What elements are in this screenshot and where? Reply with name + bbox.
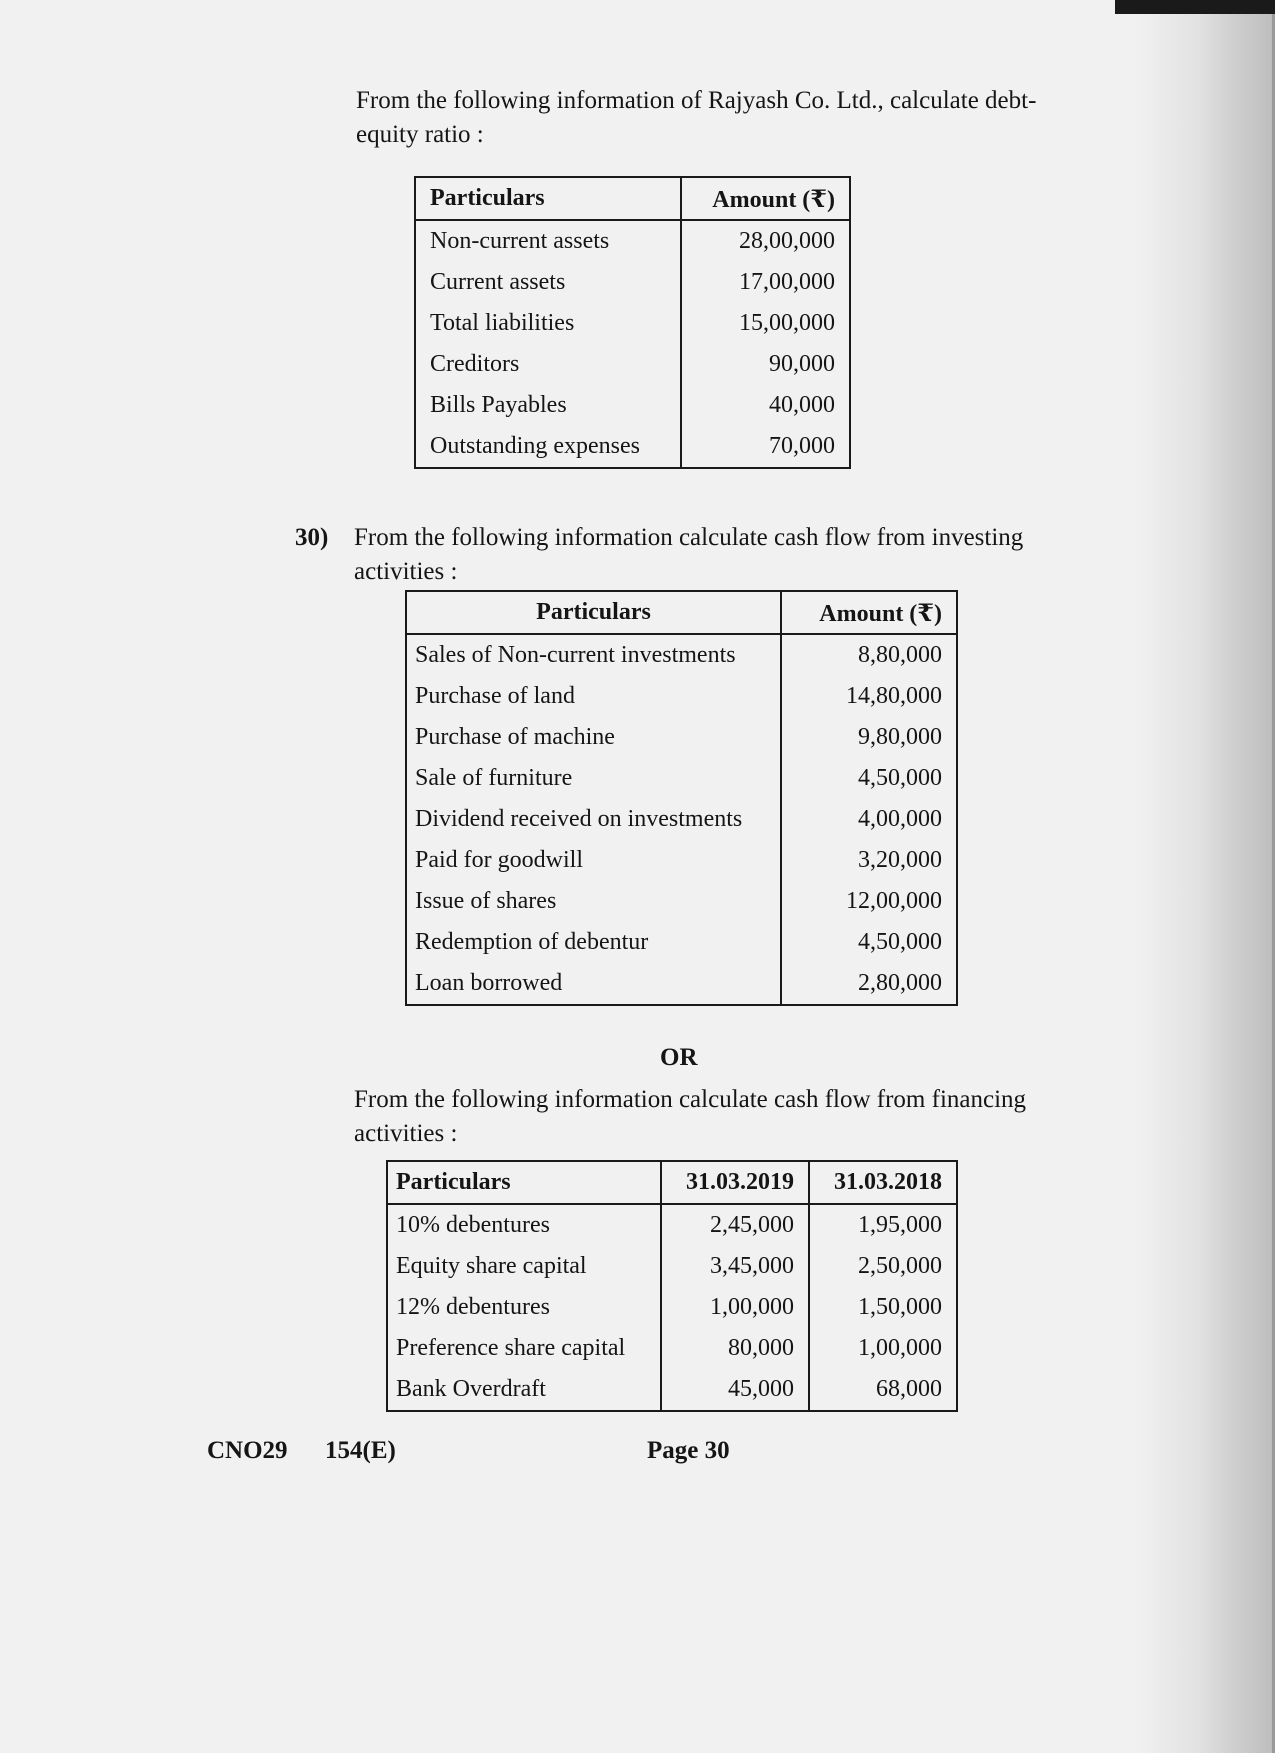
investing-table xyxy=(405,590,958,1006)
row-amount: 90,000 xyxy=(681,344,850,385)
row-amount: 3,20,000 xyxy=(781,840,957,881)
table-row xyxy=(406,840,957,881)
column-header: Amount (₹) xyxy=(681,177,850,220)
table-row xyxy=(387,1369,957,1411)
row-label: Loan borrowed xyxy=(415,970,563,996)
table-header-row xyxy=(406,591,957,634)
row-amount: 40,000 xyxy=(681,385,850,426)
row-amount: 17,00,000 xyxy=(681,262,850,303)
row-amount: 8,80,000 xyxy=(781,634,957,676)
column-header: Particulars xyxy=(387,1161,661,1204)
table-row xyxy=(415,426,850,468)
row-amount: 4,50,000 xyxy=(781,758,957,799)
row-label: Equity share capital xyxy=(396,1253,587,1279)
row-amount: 4,50,000 xyxy=(781,922,957,963)
row-amount-2018: 1,00,000 xyxy=(809,1328,957,1369)
row-amount-2019: 45,000 xyxy=(661,1369,809,1411)
row-label: Sale of furniture xyxy=(415,765,573,791)
investing-question-text: From the following information calculate cash flow from investing activities : xyxy=(354,524,1024,585)
table-row xyxy=(387,1328,957,1369)
table-row xyxy=(406,634,957,676)
row-amount-2018: 1,95,000 xyxy=(809,1204,957,1246)
table-row xyxy=(406,963,957,1005)
table-row xyxy=(406,758,957,799)
row-amount-2019: 80,000 xyxy=(661,1328,809,1369)
row-amount-2018: 2,50,000 xyxy=(809,1246,957,1287)
row-amount: 4,00,000 xyxy=(781,799,957,840)
row-label: Creditors xyxy=(430,351,520,377)
row-amount-2019: 3,45,000 xyxy=(661,1246,809,1287)
row-amount: 15,00,000 xyxy=(681,303,850,344)
row-amount: 9,80,000 xyxy=(781,717,957,758)
row-amount: 12,00,000 xyxy=(781,881,957,922)
page-number: Page 30 xyxy=(647,1437,730,1464)
row-amount-2019: 1,00,000 xyxy=(661,1287,809,1328)
row-label: Total liabilities xyxy=(430,310,575,336)
row-label: Issue of shares xyxy=(415,888,557,914)
row-amount: 70,000 xyxy=(681,426,850,468)
footer-code: CNO29 xyxy=(207,1437,288,1464)
table-row xyxy=(415,385,850,426)
column-header: Particulars xyxy=(406,591,781,634)
row-amount-2018: 1,50,000 xyxy=(809,1287,957,1328)
table-row xyxy=(387,1246,957,1287)
row-label: Bank Overdraft xyxy=(396,1376,546,1402)
table-row xyxy=(415,344,850,385)
row-label: Dividend received on investments xyxy=(415,806,743,832)
table-row xyxy=(415,262,850,303)
column-header: Amount (₹) xyxy=(781,591,957,634)
question-number: 30) xyxy=(295,524,329,551)
row-amount: 14,80,000 xyxy=(781,676,957,717)
table-row xyxy=(406,799,957,840)
row-label: Non-current assets xyxy=(430,228,610,254)
footer-paper-number: 154(E) xyxy=(325,1437,396,1464)
row-label: Purchase of machine xyxy=(415,724,615,750)
financing-table xyxy=(386,1160,958,1412)
table-row xyxy=(415,220,850,262)
column-header: 31.03.2019 xyxy=(661,1161,809,1204)
row-amount-2019: 2,45,000 xyxy=(661,1204,809,1246)
table-row xyxy=(406,676,957,717)
debt-equity-question-text: From the following information of Rajyash Co. Ltd., calculate debt-equity ratio : xyxy=(356,87,1037,148)
row-label: Paid for goodwill xyxy=(415,847,583,873)
table-row xyxy=(406,717,957,758)
row-label: Outstanding expenses xyxy=(430,433,640,459)
table-row xyxy=(406,922,957,963)
column-header: 31.03.2018 xyxy=(809,1161,957,1204)
row-amount-2018: 68,000 xyxy=(809,1369,957,1411)
debt-equity-table xyxy=(414,176,851,469)
row-label: Purchase of land xyxy=(415,683,575,709)
table-row xyxy=(406,881,957,922)
table-row xyxy=(415,303,850,344)
row-label: Redemption of debentur xyxy=(415,929,649,955)
or-separator: OR xyxy=(660,1044,698,1071)
page-binding-shadow xyxy=(1135,0,1275,1753)
row-label: Current assets xyxy=(430,269,566,295)
row-amount: 2,80,000 xyxy=(781,963,957,1005)
table-row xyxy=(387,1287,957,1328)
table-header-row xyxy=(415,177,850,220)
financing-question-text: From the following information calculate cash flow from financing activities : xyxy=(354,1086,1027,1147)
row-label: Sales of Non-current investments xyxy=(415,642,736,668)
table-row xyxy=(387,1204,957,1246)
row-amount: 28,00,000 xyxy=(681,220,850,262)
row-label: 12% debentures xyxy=(396,1294,550,1320)
scan-edge-bar xyxy=(1115,0,1275,14)
row-label: 10% debentures xyxy=(396,1212,550,1238)
column-header: Particulars xyxy=(415,177,681,220)
row-label: Preference share capital xyxy=(396,1335,626,1361)
table-header-row xyxy=(387,1161,957,1204)
row-label: Bills Payables xyxy=(430,392,567,418)
